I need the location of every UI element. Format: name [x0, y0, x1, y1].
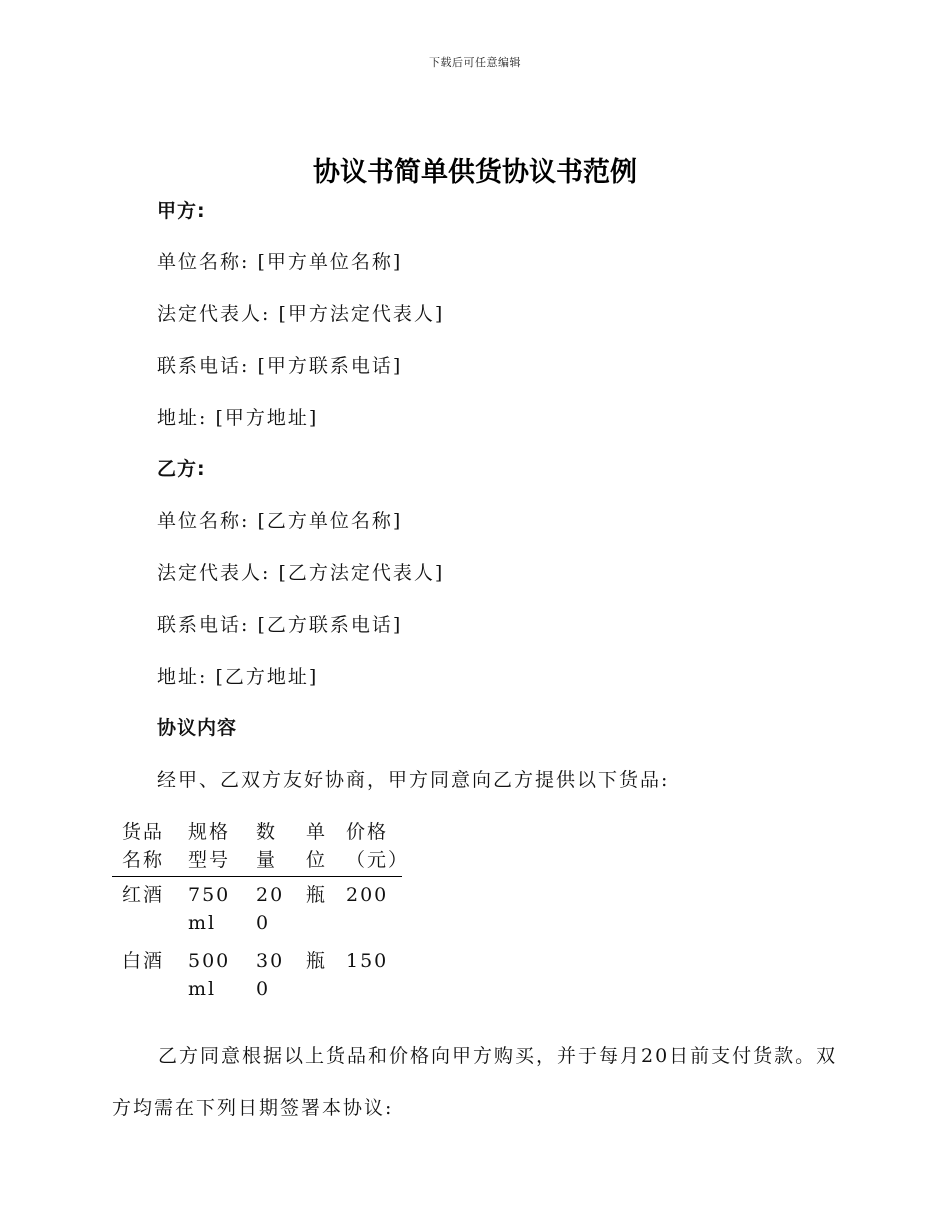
- cell-quantity: 300: [256, 950, 285, 1000]
- party-a-heading: 甲方:: [157, 200, 206, 222]
- party-a-legal-rep: 法定代表人: [甲方法定代表人]: [157, 303, 445, 325]
- header-price: 价格（元）: [336, 818, 402, 877]
- agreement-intro: 经甲、乙双方友好协商，甲方同意向乙方提供以下货品:: [157, 769, 670, 791]
- table-row: [112, 943, 402, 1009]
- header-spec: 规格型号: [178, 818, 246, 877]
- cell-goods-name: 白酒: [122, 950, 165, 972]
- cell-unit: 瓶: [306, 950, 328, 972]
- header-unit: 单位: [296, 818, 336, 877]
- cell-goods-name: 红酒: [122, 884, 165, 906]
- document-title: 协议书简单供货协议书范例: [313, 157, 637, 188]
- goods-table-header-row: [112, 818, 402, 877]
- goods-table: [112, 818, 410, 1009]
- cell-price: 200: [346, 884, 389, 906]
- party-b-unit-name: 单位名称: [乙方单位名称]: [157, 510, 403, 532]
- table-row: [112, 877, 402, 944]
- header-quantity: 数量: [246, 818, 296, 877]
- header-goods-name: 货品名称: [112, 818, 178, 877]
- agreement-heading: 协议内容: [157, 717, 238, 739]
- agreement-closing-paragraph: 乙方同意根据以上货品和价格向甲方购买，并于每月20日前支付货款。双方均需在下列日期签署本协议:: [112, 1045, 838, 1119]
- party-a-phone: 联系电话: [甲方联系电话]: [157, 355, 403, 377]
- party-b-phone: 联系电话: [乙方联系电话]: [157, 614, 403, 636]
- party-a-unit-name: 单位名称: [甲方单位名称]: [157, 251, 403, 273]
- party-b-legal-rep: 法定代表人: [乙方法定代表人]: [157, 562, 445, 584]
- cell-quantity: 200: [256, 884, 285, 934]
- cell-unit: 瓶: [306, 884, 328, 906]
- cell-spec: 500ml: [188, 950, 231, 1000]
- party-b-address: 地址: [乙方地址]: [157, 666, 319, 688]
- party-a-address: 地址: [甲方地址]: [157, 407, 319, 429]
- party-b-heading: 乙方:: [157, 458, 206, 480]
- cell-price: 150: [346, 950, 389, 972]
- cell-spec: 750ml: [188, 884, 231, 934]
- page-header-note: 下载后可任意编辑: [429, 56, 521, 69]
